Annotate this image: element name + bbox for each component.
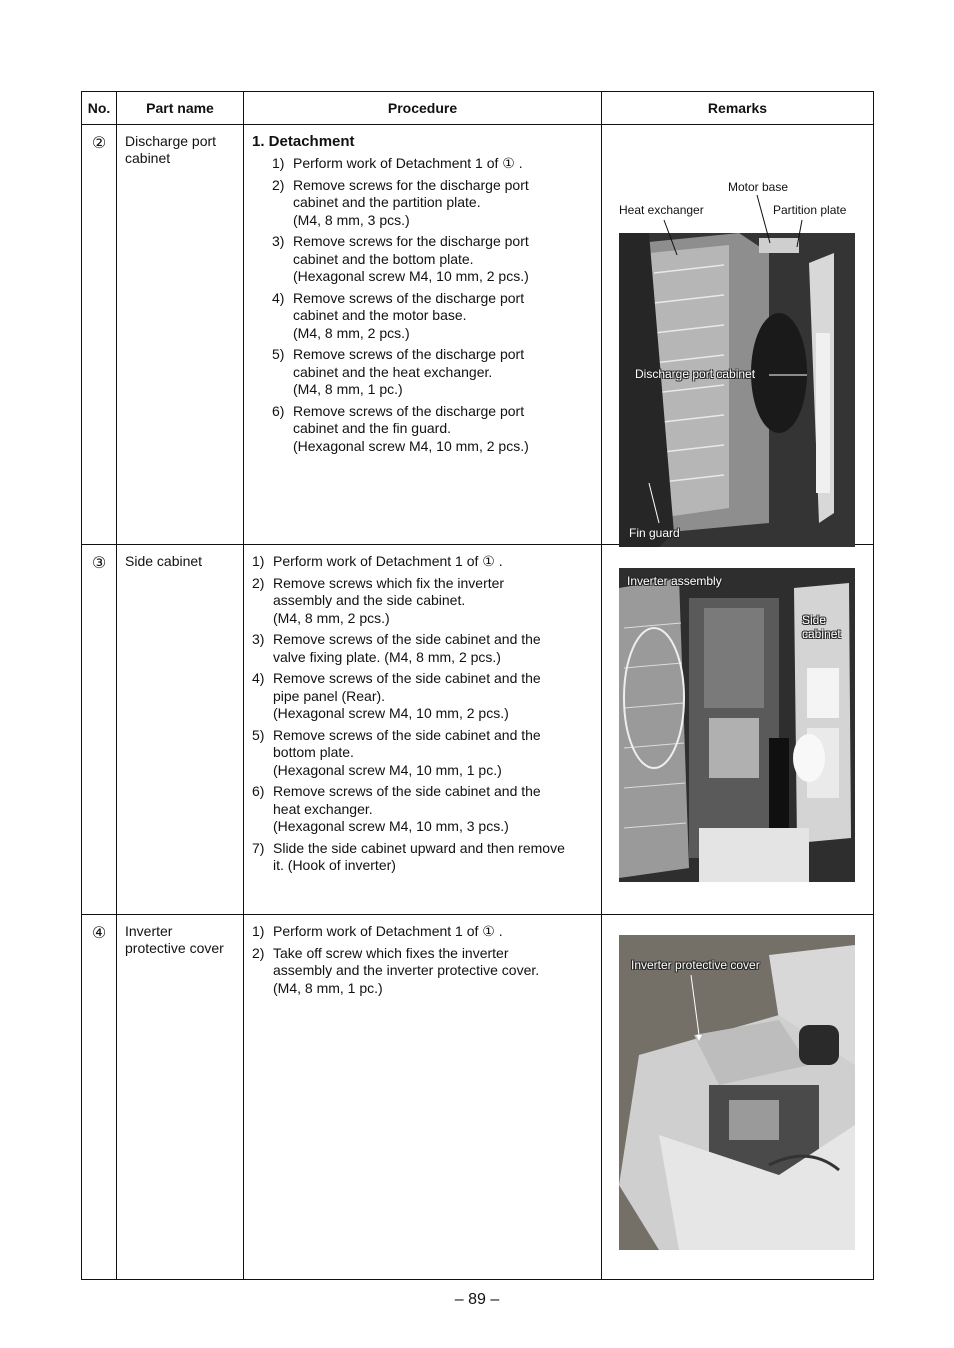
step-text-line: (Hexagonal screw M4, 10 mm, 2 pcs.) [293,437,529,454]
header-no: No. [82,92,117,125]
row-number: ③ [82,545,117,915]
step-text-line: (M4, 8 mm, 1 pc.) [293,381,403,397]
step-text-line: (M4, 8 mm, 1 pc.) [273,979,383,996]
procedure-steps [252,155,593,455]
step-text-line: (M4, 8 mm, 3 pcs.) [293,211,410,228]
photo-discharge-port-cabinet [619,233,855,547]
step-number: 4) [252,670,265,686]
step-text-line: (Hexagonal screw M4, 10 mm, 2 pcs.) [293,268,529,284]
step-text-line: cabinet and the bottom plate. [293,250,474,267]
step-text-line: (Hexagonal screw M4, 10 mm, 1 pc.) [273,761,502,778]
step-text-line: cabinet and the motor base. [293,307,467,323]
step-text-line: (M4, 8 mm, 2 pcs.) [273,609,390,626]
procedure-step [272,290,593,343]
label-inverter-assembly: Inverter assembly [627,574,722,588]
step-text-line: Remove screws of the discharge port [293,402,525,419]
step-text-line: cabinet and the heat exchanger. [293,363,493,380]
page-number: – 89 – [454,1291,500,1308]
header-remarks: Remarks [602,92,874,125]
disassembly-table [81,91,874,1280]
procedure-title: 1. Detachment [252,133,355,150]
part-name-text: Inverter protective cover [125,923,224,956]
procedure-step [252,945,593,998]
part-name-text: Side cabinet [125,553,203,569]
procedure-step [252,840,593,875]
table-row [82,915,874,1280]
procedure-step [272,233,593,286]
step-number: 6) [272,402,285,419]
header-part-name: Part name [117,92,244,125]
step-number: 1) [252,553,265,569]
label-discharge-port-cabinet: Discharge port cabinet [635,367,756,381]
step-text-line: assembly and the side cabinet. [273,592,466,608]
header-row [82,92,874,125]
step-text-line: Remove screws of the discharge port [293,346,525,362]
table-row [82,125,874,545]
label-inverter-protective-cover: Inverter protective cover [631,958,760,972]
procedure-step [252,575,593,628]
step-text-line: pipe panel (Rear). [273,687,386,704]
photo-image [619,233,855,547]
procedure-step [252,783,593,836]
step-text-line: (Hexagonal screw M4, 10 mm, 2 pcs.) [273,705,509,721]
step-text-line: assembly and the inverter protective cover. [273,962,540,978]
procedure-step [252,553,593,571]
step-text-line: it. (Hook of inverter) [273,857,396,873]
part-name [117,915,244,1280]
header-procedure: Procedure [244,92,602,125]
callout-partition-plate: Partition plate [773,203,847,217]
remarks-cell [602,125,874,545]
procedure-step [272,346,593,399]
table-row [82,545,874,915]
part-name [117,125,244,545]
step-number: 4) [272,289,285,306]
step-text-line: Remove screws of the side cabinet and the [273,631,541,647]
part-name-text: Discharge port cabinet [125,133,217,166]
procedure-cell [244,545,602,915]
step-number: 1) [252,923,265,939]
step-text-line: Remove screws of the side cabinet and the [273,726,541,743]
step-text-line: Take off screw which fixes the inverter [273,944,509,961]
step-text-line: Perform work of Detachment 1 of ① . [273,923,503,939]
row-number: ④ [82,915,117,1280]
remarks-cell [602,915,874,1280]
label-side: Side [802,613,827,627]
remarks-cell [602,545,874,915]
procedure-step [272,155,593,173]
part-name [117,545,244,915]
step-text-line: Remove screws for the discharge port [293,233,529,249]
step-text-line: (Hexagonal screw M4, 10 mm, 3 pcs.) [273,818,509,834]
step-number: 5) [252,726,265,743]
step-text-line: Perform work of Detachment 1 of ① . [273,553,503,569]
step-number: 2) [252,944,265,961]
step-number: 7) [252,839,265,856]
step-number: 3) [252,631,265,647]
procedure-step [252,923,593,941]
callout-arrows [602,125,874,255]
step-number: 2) [252,574,265,591]
procedure-step [272,403,593,456]
step-text-line: Perform work of Detachment 1 of ① . [293,155,523,171]
step-number: 5) [272,346,285,362]
procedure-cell [244,915,602,1280]
row-number: ② [82,125,117,545]
step-number: 3) [272,233,285,249]
step-text-line: heat exchanger. [273,800,373,817]
step-text-line: Remove screws of the side cabinet and the [273,783,541,799]
callout-heat-exchanger: Heat exchanger [619,203,704,217]
photo-side-cabinet [619,568,855,882]
procedure-steps [252,923,593,997]
step-text-line: bottom plate. [273,744,354,760]
procedure-step [272,177,593,230]
step-text-line: Slide the side cabinet upward and then remove [273,839,565,856]
procedure-steps [252,553,593,875]
step-text-line: valve fixing plate. (M4, 8 mm, 2 pcs.) [273,648,501,665]
step-number: 1) [272,155,285,171]
step-text-line: Remove screws for the discharge port [293,176,529,193]
procedure-step [252,727,593,780]
step-text-line: Remove screws which fix the inverter [273,574,505,591]
step-text-line: (M4, 8 mm, 2 pcs.) [293,324,410,341]
procedure-step [252,631,593,666]
step-text-line: cabinet and the fin guard. [293,420,452,436]
step-number: 6) [252,783,265,799]
step-text-line: Remove screws of the discharge port [293,289,525,306]
step-number: 2) [272,176,285,193]
cover-arrow [619,935,855,1055]
callout-motor-base: Motor base [728,180,789,194]
photo-inverter-protective-cover [619,935,855,1250]
label-cabinet: cabinet [802,627,841,641]
step-text-line: Remove screws of the side cabinet and the [273,670,541,686]
procedure-cell [244,125,602,545]
procedure-step [252,670,593,723]
step-text-line: cabinet and the partition plate. [293,194,481,210]
label-fin-guard: Fin guard [629,526,680,540]
